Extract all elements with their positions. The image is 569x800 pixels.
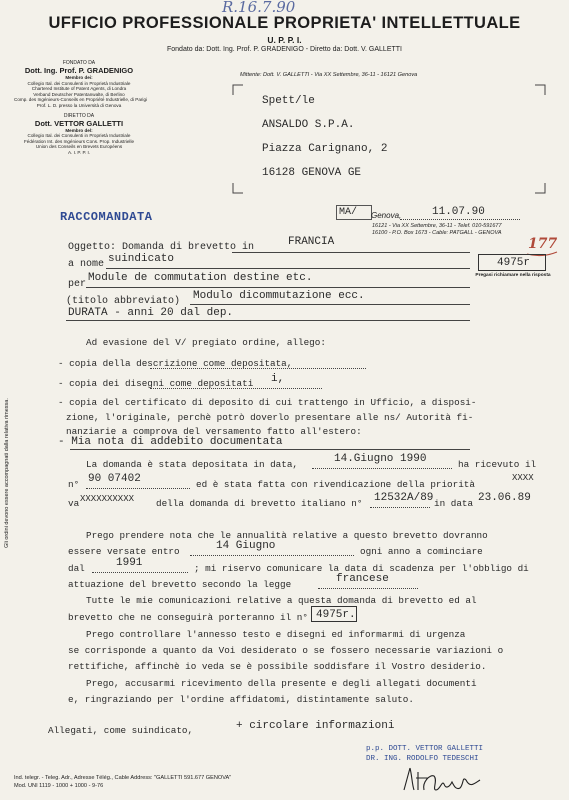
closing-line: Prego, accusarmi ricevimento della presente e degli allegati documenti bbox=[86, 678, 477, 689]
bullet-debit-note: - Mia nota di addebito documentata bbox=[58, 436, 283, 448]
per-rule bbox=[86, 287, 470, 288]
communications-line-1: Tutte le mie comunicazioni relative a questa domanda di brevetto ed al bbox=[86, 595, 477, 606]
attachments-label: Allegati, come suindicato, bbox=[48, 725, 194, 736]
deposit-date: 14.Giugno 1990 bbox=[334, 453, 427, 465]
corner-mark-bottom-left bbox=[232, 182, 244, 194]
durata-rule bbox=[66, 320, 470, 321]
founder-membership: Verband Deutscher Patentanwalte, di Berlino bbox=[33, 91, 125, 97]
office-address bbox=[372, 223, 502, 237]
letterhead-founders: Fondato da: Dott. Ing. Prof. P. GRADENIGO - Diretto da: Dott. V. GALLETTI bbox=[167, 46, 402, 53]
sender-line: Mittente: Dott. V. GALLETTI - Via XX Settembre, 36-11 - 16121 Genova bbox=[240, 72, 418, 78]
director-membership: Fédération Int. des Ingénieurs Cons. Prop. Industrielle bbox=[23, 138, 135, 144]
footer-line-2: Mod. UNI 1119 - 1000 + 1000 - 9-76 bbox=[14, 783, 104, 789]
bullet-rule bbox=[150, 388, 322, 389]
oggetto-label: Oggetto: Domanda di brevetto in bbox=[68, 242, 255, 253]
left-column bbox=[14, 60, 148, 156]
bullet-certificate-cont: zione, l'originale, perchè potrò doverlo presentare alle ns/ Autorità fi- bbox=[66, 412, 474, 423]
corner-mark-bottom-right bbox=[534, 182, 546, 194]
deposit-line-2: ed è stata fatta con rivendicazione della priorità bbox=[196, 479, 475, 490]
letterhead-title: UFFICIO PROFESSIONALE PROPRIETA' INTELLETTUALE bbox=[48, 14, 521, 32]
communications-line-2: brevetto che ne conseguirà porteranno il n° bbox=[68, 612, 308, 623]
control-line: se corrisponde a quanto da Voi desiderato o se fossero necessarie variazioni o bbox=[68, 645, 504, 656]
a-nome-label: a nome bbox=[68, 259, 105, 270]
va-prefix: va bbox=[68, 498, 80, 509]
closing-line: e, ringraziando per l'ordine affidatomi, distintamente saluto. bbox=[68, 694, 414, 705]
control-line: Prego controllare l'annesso testo e disegni ed informarmi di urgenza bbox=[86, 629, 466, 640]
durata: DURATA - anni 20 dal dep. bbox=[68, 307, 234, 319]
italian-number: 12532A/89 bbox=[374, 492, 434, 504]
corner-mark-top-left bbox=[232, 84, 244, 96]
recipient-line: Spett/le bbox=[262, 95, 315, 107]
raccomandata-stamp: RACCOMANDATA bbox=[60, 210, 153, 224]
recipient-line: 16128 GENOVA GE bbox=[262, 167, 362, 179]
a-nome-rule bbox=[106, 268, 470, 269]
annuity-year-rule bbox=[92, 572, 188, 573]
in-data-label: in data bbox=[434, 498, 474, 509]
bullet-rule bbox=[150, 368, 366, 369]
letterhead-acronym: U. P. P. I. bbox=[267, 35, 302, 45]
per-label: per bbox=[68, 279, 87, 290]
annuity-date-rule bbox=[190, 555, 354, 556]
bullet-text: copia della descrizione come depositata, bbox=[69, 358, 293, 369]
abbrev-label: (titolo abbreviato) bbox=[66, 296, 181, 307]
italian-date: 23.06.89 bbox=[478, 492, 531, 504]
date-rule bbox=[400, 219, 520, 220]
directed-by-label: DIRETTO DA bbox=[63, 112, 95, 119]
recipient-line: Piazza Carignano, 2 bbox=[262, 143, 388, 155]
annuity-line-4: attuazione del brevetto secondo la legge bbox=[68, 579, 292, 590]
attachments-extra: + circolare informazioni bbox=[236, 720, 395, 732]
struck-text-1: XXXX bbox=[512, 473, 534, 483]
body-intro: Ad evasione del V/ pregiato ordine, allego: bbox=[86, 337, 326, 348]
founder-membership: Collegio Ital. dei Consulenti in Proprietà Industriale bbox=[27, 80, 131, 86]
deposit-no-label: n° bbox=[68, 479, 80, 490]
annuity-date: 14 Giugno bbox=[216, 540, 276, 552]
bullet-copy-drawings: - copia dei disegni come depositati bbox=[58, 378, 254, 389]
handwritten-number: 177 bbox=[528, 236, 558, 252]
member-of-label: Membro del: bbox=[65, 127, 93, 133]
handwritten-reference: R.16.7.90 bbox=[222, 0, 296, 16]
signature-stamp bbox=[366, 744, 483, 764]
handwritten-signature bbox=[400, 762, 490, 796]
reference-number-box: 4975r bbox=[478, 254, 546, 271]
place-label: Genova, bbox=[371, 211, 402, 220]
dal-label: dal bbox=[68, 563, 85, 574]
deposit-date-rule bbox=[312, 468, 452, 469]
annuity-line-1: Prego prendere nota che le annualità relative a questo brevetto dovranno bbox=[86, 530, 488, 541]
footer-line-1: Ind. telegr. - Teleg. Adr., Adresse Télég., Cable Address: "GALLETTI 591.677 GENOVA" bbox=[14, 775, 232, 781]
director-membership: A. I. P. P. I. bbox=[67, 149, 91, 155]
founded-by-label: FONDATO DA bbox=[62, 60, 96, 66]
bullet-drawings-mark: i, bbox=[271, 373, 285, 385]
italian-number-rule bbox=[370, 507, 430, 508]
director-name: Dott. VETTOR GALLETTI bbox=[34, 118, 124, 128]
reference-box: MA/ bbox=[336, 205, 372, 220]
oggetto-country: FRANCIA bbox=[288, 236, 335, 248]
office-address-line: 16100 - P.O. Box 1673 - Cable: PATGALL - GENOVA bbox=[372, 230, 502, 236]
bullet-text: Mia nota di addebito documentata bbox=[71, 436, 283, 448]
annuity-line-3: ; mi riservo comunicare la data di scadenza per l'obbligo di bbox=[194, 563, 529, 574]
director-membership: Collegio Ital. dei Consulenti in Proprietà Industriale bbox=[27, 133, 131, 139]
founder-membership: Prof. L. D. presso la Università di Genova bbox=[36, 102, 122, 108]
signature-pp: p.p. DOTT. VETTOR GALLETTI bbox=[366, 745, 484, 753]
bullet-certificate: - copia del certificato di deposito di cui trattengo in Ufficio, a disposi- bbox=[58, 397, 477, 408]
deposit-number: 90 07402 bbox=[88, 473, 141, 485]
annuity-law: francese bbox=[336, 573, 389, 585]
debit-note-rule bbox=[70, 449, 470, 450]
bullet-text: copia del certificato di deposito di cui trattengo in Ufficio, a disposi- bbox=[69, 397, 477, 408]
per-value: Module de commutation destine etc. bbox=[88, 272, 313, 284]
vertical-note: Gli ordini devono essere accompagnati dalla relativa rimessa. bbox=[4, 398, 10, 548]
annuity-year: 1991 bbox=[116, 557, 143, 569]
bullet-certificate-cont: nanziarie a comprova del versamento fatto all'estero: bbox=[66, 426, 362, 437]
a-nome-value: suindicato bbox=[108, 253, 175, 265]
bullet-text: copia dei disegni come depositati bbox=[69, 378, 254, 389]
reference-note: Pregasi richiamare nella risposta bbox=[475, 273, 551, 278]
member-of-label: Membro dei: bbox=[65, 75, 93, 80]
founder-name: Dott. Ing. Prof. P. GRADENIGO bbox=[24, 66, 134, 75]
deposit-line-1: La domanda è stata depositata in data, bbox=[86, 459, 299, 470]
control-line: rettifiche, affinchè io veda se è possibile soddisfare il Vostro desiderio. bbox=[68, 661, 487, 672]
annuity-line-2b: ogni anno a cominciare bbox=[360, 546, 483, 557]
annuity-law-rule bbox=[318, 588, 418, 589]
deposit-number-rule bbox=[86, 488, 190, 489]
annuity-line-2: essere versate entro bbox=[68, 546, 180, 557]
founder-membership: Comp. des Ingénieurs-Conseils en Propriété Industrielle, di Parigi bbox=[14, 97, 148, 103]
abbrev-rule bbox=[190, 304, 470, 305]
director-membership: Union des Conseils en Brevets Européens bbox=[35, 144, 123, 150]
country-rule bbox=[232, 252, 470, 253]
communications-ref-box: 4975r. bbox=[311, 606, 357, 622]
abbrev-value: Modulo dicommutazione ecc. bbox=[193, 290, 365, 302]
struck-text-2: XXXXXXXXXX bbox=[80, 494, 135, 504]
signature-name: DR. ING. RODOLFO TEDESCHI bbox=[366, 755, 479, 763]
recipient-line: ANSALDO S.P.A. bbox=[262, 119, 355, 131]
letter-date: 11.07.90 bbox=[432, 206, 485, 218]
recipient-address bbox=[262, 89, 387, 185]
bullet-copy-description: - copia della descrizione come depositata, bbox=[58, 358, 293, 369]
office-address-line: 16121 - Via XX Settembre, 36-11 - Telef. 010-591677 bbox=[372, 223, 502, 229]
deposit-line-1b: ha ricevuto il bbox=[458, 459, 537, 470]
corner-mark-top-right bbox=[534, 84, 546, 96]
founder-membership: Chartered Institute of Patent Agents, di Londra bbox=[31, 86, 127, 92]
deposit-line-3: della domanda di brevetto italiano n° bbox=[156, 498, 363, 509]
